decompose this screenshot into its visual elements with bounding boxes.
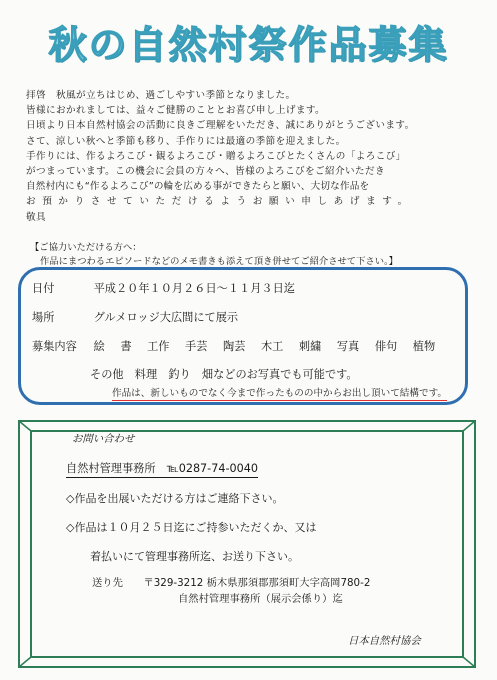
inquiry-heading: お問い合わせ xyxy=(72,433,135,445)
date-label: 日付 xyxy=(32,282,55,295)
letter-line: 手作りには、作るよろこび・観るよろこび・贈るよろこびとたくさんの「よろこび」 xyxy=(26,150,406,162)
category-item: 木工 xyxy=(260,340,284,353)
category-item: 陶芸 xyxy=(223,340,246,353)
items-row xyxy=(32,338,447,354)
address-line: 自然村管理事務所（展示会係り）迄 xyxy=(178,593,343,605)
inquiry-line: ◇作品を出展いただける方はご連絡下さい。 xyxy=(66,492,284,505)
note-line: 作品にまつわるエピソードなどのメモ書きも添えて頂き併せてご紹介させて下さい。】 xyxy=(40,256,398,267)
address-line: 〒329-3212 栃木県那須郡那須町大字高岡780-2 xyxy=(143,577,371,589)
items-label: 募集内容 xyxy=(32,340,77,353)
category-item: 工作 xyxy=(147,340,170,353)
letter-line: 日頃より日本自然村協会の活動に良きご理解をいただき、誠にありがとうございます。 xyxy=(26,120,415,132)
category-item: 写真 xyxy=(336,340,360,353)
category-item: 手芸 xyxy=(185,340,208,353)
category-item: 絵 xyxy=(93,340,105,353)
submission-note: 作品は、新しいものでなく今まで作ったものの中からお出し頂いて結構です。 xyxy=(112,385,447,401)
letter-line: お預かりさせていただけるようお願い申しあげます。 xyxy=(26,196,414,208)
cooperation-note xyxy=(26,241,486,269)
letter-closing: 敬具 xyxy=(26,211,46,223)
organization-name: 日本自然村協会 xyxy=(348,635,421,647)
send-label: 送り先 xyxy=(92,577,123,589)
contact-office: 自然村管理事務所 ℡0287-74-0040 xyxy=(66,460,258,478)
letter-line: さて、涼しい秋へと季節も移り、手作りには最適の季節を迎えました。 xyxy=(26,135,346,147)
letter-line: がつまっています。この機会に会員の方々へ、皆様のよろこびをご紹介いただき xyxy=(26,166,386,178)
inquiry-line: ◇作品は１０月２５日迄にご持参いただくか、又は xyxy=(66,521,317,534)
inquiry-line: 着払いにて管理事務所迄、お送り下さい。 xyxy=(90,550,299,563)
send-to-row xyxy=(92,574,370,589)
letter-line: 皆様におかれましては、益々ご健勝のこととお喜び申し上げます。 xyxy=(26,105,326,117)
date-value: 平成２０年１０月２６日〜１１月３日迄 xyxy=(93,282,295,295)
note-line: 【ご協力いただける方へ： xyxy=(30,242,142,253)
page-title: 秋の自然村祭作品募集 xyxy=(48,23,449,67)
date-row xyxy=(32,280,295,296)
place-label: 場所 xyxy=(32,311,55,324)
category-item: 俳句 xyxy=(374,340,398,353)
other-items: その他 料理 釣り 畑などのお写真でも可能です。 xyxy=(90,368,358,381)
letter-line: 自然村内にも“作るよろこび”の輪を広める事ができたらと願い、大切な作品を xyxy=(26,181,370,193)
place-value: グルメロッジ大広間にて展示 xyxy=(93,311,239,324)
category-item: 刺繍 xyxy=(298,340,322,353)
category-item: 植物 xyxy=(412,340,436,353)
category-item: 書 xyxy=(120,340,132,353)
letter-line: 拝啓 秋風が立ちはじめ、過ごしやすい季節となりました。 xyxy=(26,90,296,101)
place-row xyxy=(32,309,238,325)
greeting-letter xyxy=(26,88,486,225)
